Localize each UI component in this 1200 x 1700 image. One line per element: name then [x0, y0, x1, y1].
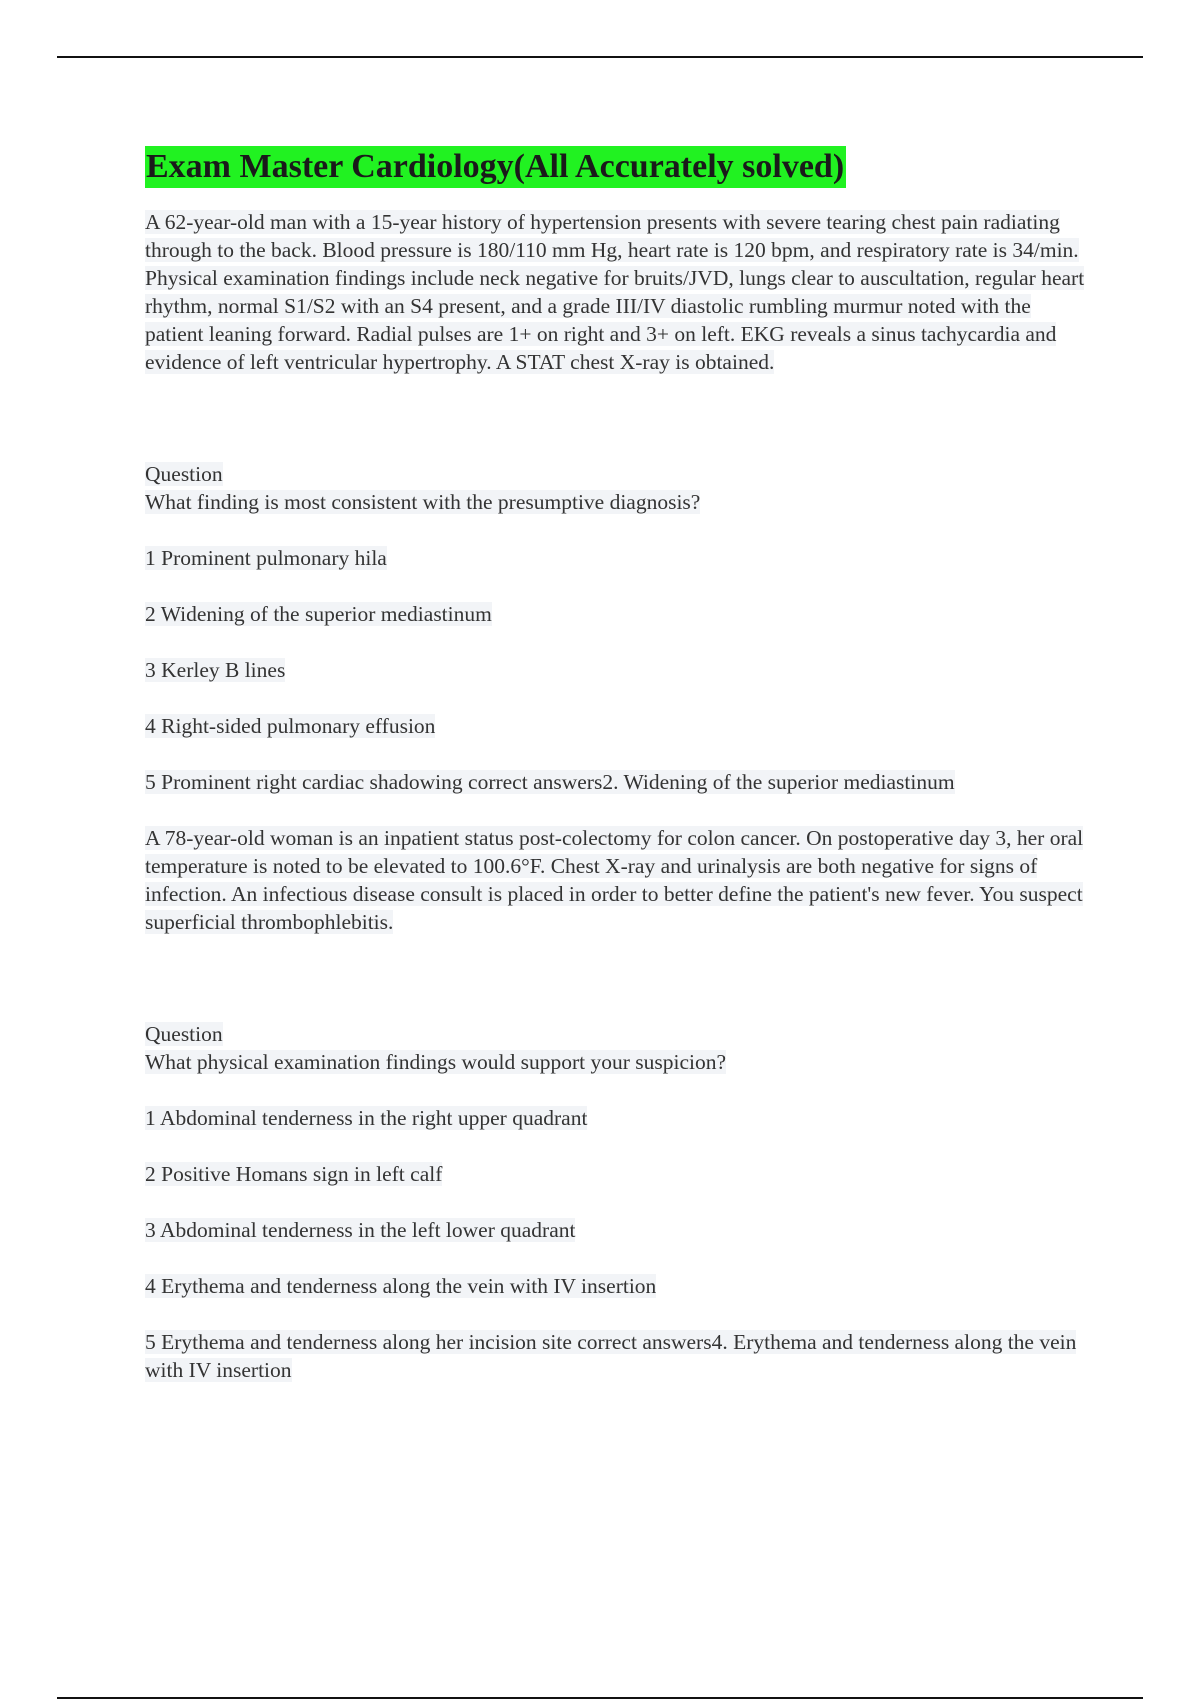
question-2-text-line	[145, 1048, 1090, 1076]
list-item: 3 Kerley B lines	[145, 658, 286, 682]
footer-rule	[57, 1697, 1143, 1699]
document-body	[145, 146, 1090, 1384]
list-item-answer: 5 Prominent right cardiac shadowing correct answers2. Widening of the superior mediastinum	[145, 770, 955, 794]
list-item: 2 Positive Homans sign in left calf	[145, 1162, 443, 1186]
case-1-text	[145, 208, 1090, 376]
list-item: 4 Erythema and tenderness along the vein with IV insertion	[145, 1274, 657, 1298]
question-2-text: What physical examination findings would support your suspicion?	[145, 1050, 727, 1074]
list-item: 3 Abdominal tenderness in the left lower quadrant	[145, 1218, 576, 1242]
question-2-label-line	[145, 1020, 1090, 1048]
case-2-highlight: A 78-year-old woman is an inpatient status post-colectomy for colon cancer. On postoperative day 3, her oral temperature is noted to be elevated to 100.6°F. Chest X-ray and urinalysis are both negative for signs of infection. An infectious disease consult is placed in order to better define the patient's new fever. You suspect superficial thrombophlebitis.	[145, 826, 1084, 934]
header-rule	[57, 56, 1143, 58]
list-item: 2 Widening of the superior mediastinum	[145, 602, 492, 626]
list-item-answer: 5 Erythema and tenderness along her incision site correct answers4. Erythema and tenderness along the vein with IV insertion	[145, 1330, 1077, 1382]
list-item: 1 Prominent pulmonary hila	[145, 546, 387, 570]
question-1-text: What finding is most consistent with the presumptive diagnosis?	[145, 490, 701, 514]
case-2-text	[145, 824, 1090, 936]
document-title: Exam Master Cardiology(All Accurately solved)	[145, 146, 846, 188]
question-1	[145, 460, 1090, 796]
question-2-options	[145, 1104, 1090, 1384]
question-1-options	[145, 544, 1090, 796]
list-item: 1 Abdominal tenderness in the right upper quadrant	[145, 1106, 588, 1130]
list-item: 4 Right-sided pulmonary effusion	[145, 714, 436, 738]
question-2-label: Question	[145, 1022, 223, 1046]
question-1-label: Question	[145, 462, 223, 486]
question-1-text-line	[145, 488, 1090, 516]
question-2	[145, 1020, 1090, 1384]
question-1-label-line	[145, 460, 1090, 488]
case-1-highlight: A 62-year-old man with a 15-year history of hypertension presents with severe tearing chest pain radiating through to the back. Blood pressure is 180/110 mm Hg, heart rate is 120 bpm, and respiratory rate is 34/min. Physical examination findings include neck negative for bruits/JVD, lungs clear to auscultation, regular heart rhythm, normal S1/S2 with an S4 present, and a grade III/IV diastolic rumbling murmur noted with the patient leaning forward. Radial pulses are 1+ on right and 3+ on left. EKG reveals a sinus tachycardia and evidence of left ventricular hypertrophy. A STAT chest X-ray is obtained.	[145, 210, 1085, 374]
